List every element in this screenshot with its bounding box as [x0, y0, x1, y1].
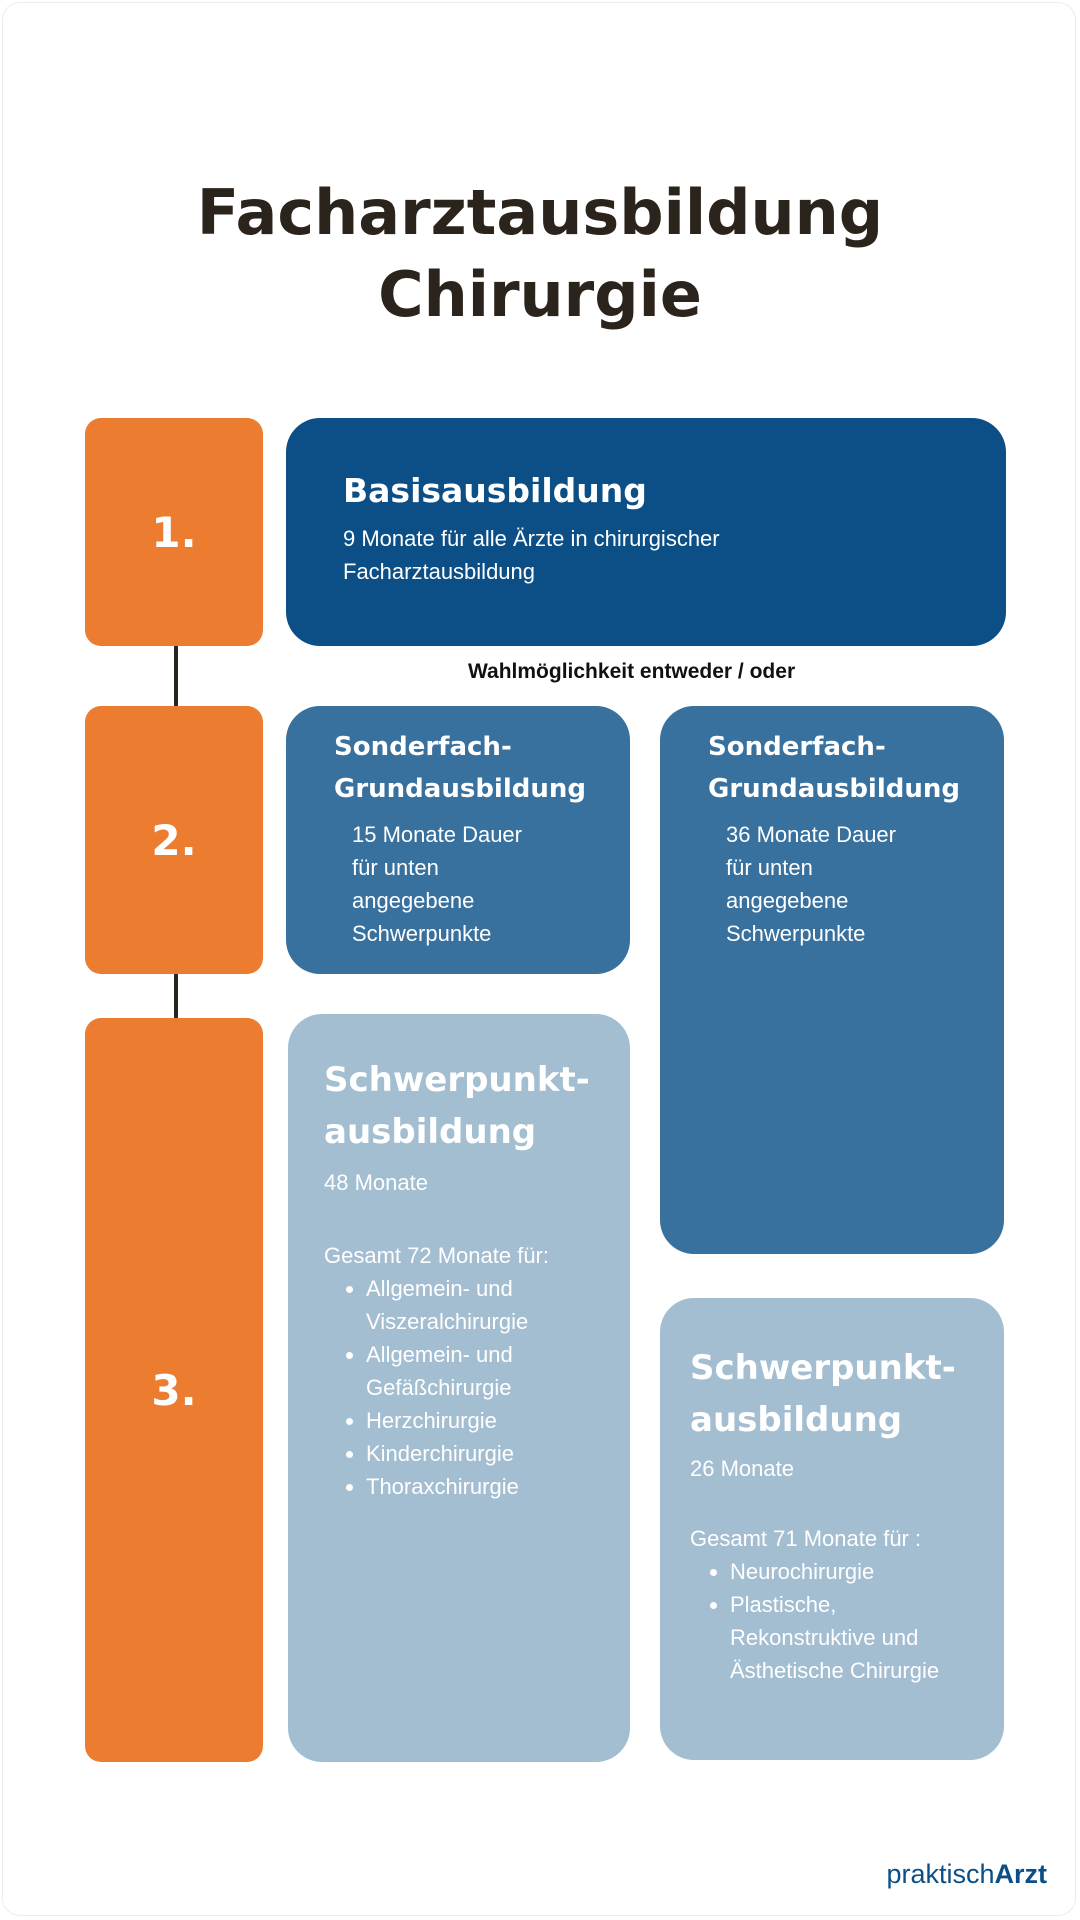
schwer-left-box — [288, 1014, 630, 1762]
schwer-right-duration: 26 Monate — [690, 1456, 794, 1481]
connector-1-2 — [174, 644, 178, 706]
list-item: • Allgemein- und Gefäßchirurgie — [366, 1338, 630, 1404]
list-item: • Neurochirurgie — [730, 1555, 1004, 1588]
list-item: • Thoraxchirurgie — [366, 1470, 630, 1503]
step-2-block: 2. — [85, 706, 263, 974]
basis-text — [343, 522, 1006, 588]
title-line-2: Chirurgie — [378, 258, 702, 331]
sonder-right-box — [660, 706, 1004, 1254]
sonder-left-text — [334, 818, 630, 950]
list-item: • Herzchirurgie — [366, 1404, 630, 1437]
sonder-right-heading-2: Grundausbildung — [708, 774, 961, 804]
basis-heading: Basisausbildung — [343, 471, 647, 510]
schwer-right-heading-2: ausbildung — [690, 1400, 903, 1440]
schwer-right-box — [660, 1298, 1004, 1760]
logo-part-1: praktisch — [886, 1859, 995, 1889]
sonder-left-line: 15 Monate Dauer — [352, 822, 522, 847]
schwer-left-duration: 48 Monate — [324, 1170, 428, 1195]
step-3-block: 3. — [85, 1018, 263, 1762]
schwer-left-heading-2: ausbildung — [324, 1112, 537, 1152]
sonder-right-heading-1: Sonderfach- — [708, 732, 886, 762]
page-title — [0, 172, 1080, 336]
list-item: • Allgemein- und Viszeralchirurgie — [366, 1272, 630, 1338]
sonder-left-box — [286, 706, 630, 974]
step-1-block: 1. — [85, 418, 263, 646]
sonder-right-line: Schwerpunkte — [726, 921, 866, 946]
basis-box — [286, 418, 1006, 646]
basis-text-line-2: Facharztausbildung — [343, 559, 536, 584]
schwer-left-heading — [324, 1054, 630, 1158]
sonder-right-text — [708, 818, 1004, 950]
schwer-left-total: Gesamt 72 Monate für: — [324, 1243, 549, 1268]
title-line-1: Facharztausbildung — [196, 176, 884, 249]
choice-label: Wahlmöglichkeit entweder / oder — [468, 660, 796, 683]
sonder-left-line: angegebene — [352, 888, 475, 913]
brand-logo — [886, 1859, 1047, 1890]
sonder-left-heading-2: Grundausbildung — [334, 774, 587, 804]
schwer-right-heading-1: Schwerpunkt- — [690, 1348, 956, 1388]
connector-2-3 — [174, 972, 178, 1020]
list-item: • Kinderchirurgie — [366, 1437, 630, 1470]
schwer-left-list — [324, 1272, 630, 1503]
schwer-right-heading — [690, 1342, 1004, 1446]
sonder-right-line: angegebene — [726, 888, 849, 913]
sonder-left-heading — [334, 726, 630, 810]
schwer-right-total: Gesamt 71 Monate für : — [690, 1526, 922, 1551]
schwer-left-heading-1: Schwerpunkt- — [324, 1060, 590, 1100]
logo-part-2: Arzt — [994, 1859, 1047, 1889]
sonder-right-heading — [708, 726, 1004, 810]
sonder-left-heading-1: Sonderfach- — [334, 732, 512, 762]
schwer-right-list — [690, 1555, 1004, 1687]
sonder-left-line: Schwerpunkte — [352, 921, 492, 946]
sonder-left-line: für unten — [352, 855, 439, 880]
list-item: • Plastische, Rekonstruktive und Ästhetische Chirurgie — [730, 1588, 1004, 1687]
basis-text-line-1: 9 Monate für alle Ärzte in chirurgischer — [343, 526, 720, 551]
sonder-right-line: 36 Monate Dauer — [726, 822, 896, 847]
sonder-right-line: für unten — [726, 855, 813, 880]
